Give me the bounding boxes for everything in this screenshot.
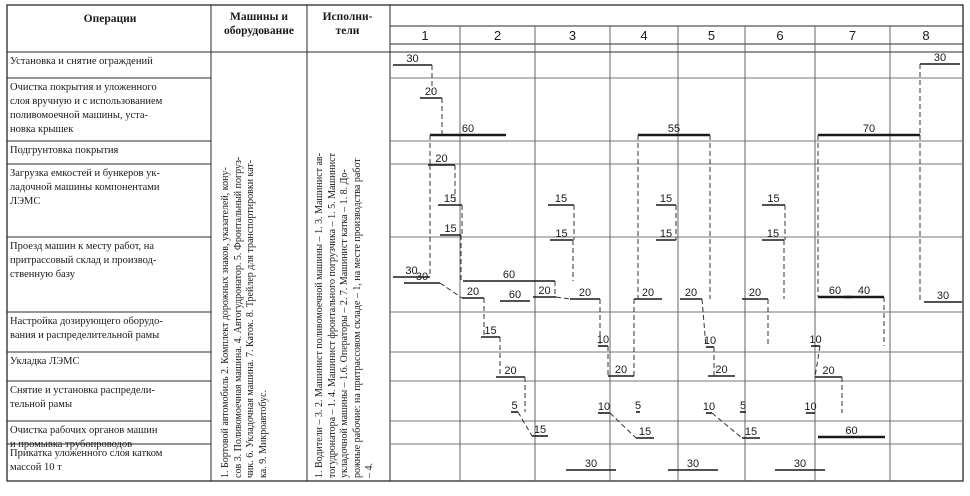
duration-label: 20 xyxy=(614,364,628,376)
executors-line: тогудронатора – 1. 4. Машинист фронтального погрузчика – 1. 5. Машинист xyxy=(326,153,338,478)
duration-label: 30 xyxy=(793,458,807,470)
duration-label: 15 xyxy=(744,426,758,438)
executors-line: рожные рабочие: на притрассовом складе – 1, на месте производства работ xyxy=(351,158,363,478)
machines-list xyxy=(220,58,270,478)
operation-label-line: притрассовый склад и производ- xyxy=(10,255,157,266)
dependency-link xyxy=(610,413,636,438)
operation-label-line: Укладка ЛЭМС xyxy=(10,356,80,367)
duration-label: 60 xyxy=(508,289,522,301)
operation-row xyxy=(10,55,210,69)
operation-label-line: массой 10 т xyxy=(10,462,62,473)
operation-label-line: новка крышек xyxy=(10,124,74,135)
executors-header-line2: тели xyxy=(335,25,360,37)
duration-label: 20 xyxy=(578,287,592,299)
operation-label-line: поливомоечной машины, уста- xyxy=(10,110,148,121)
operation-row xyxy=(10,315,210,343)
duration-label: 20 xyxy=(748,287,762,299)
hour-label: 6 xyxy=(776,28,784,43)
duration-label: 20 xyxy=(715,364,728,376)
machines-line: чик. 6. Укладочная машина. 7. Каток. 8. Трейлер для транспортировки кат- xyxy=(245,159,256,478)
duration-label: 20 xyxy=(538,285,551,297)
operation-label-line: Установка и снятие ограждений xyxy=(10,56,153,67)
duration-label: 20 xyxy=(822,365,835,377)
duration-label: 10 xyxy=(702,401,716,413)
operation-label-line: Прикатка уложенного слоя катком xyxy=(10,448,163,459)
duration-label: 5 xyxy=(739,400,747,412)
operation-label-line: Настройка дозирующего оборудо- xyxy=(10,316,163,327)
operation-label-line: Загрузка емкостей и бункеров ук- xyxy=(10,168,160,179)
executors-header xyxy=(310,10,385,38)
hour-label: 8 xyxy=(922,28,930,43)
duration-label: 30 xyxy=(686,458,700,470)
duration-label: 60 xyxy=(461,123,475,135)
duration-label: 15 xyxy=(766,228,780,240)
dependency-link xyxy=(440,283,462,298)
duration-label: 15 xyxy=(444,223,457,235)
operation-label-line: Подгрунтовка покрытия xyxy=(10,145,119,156)
duration-label: 10 xyxy=(703,335,717,347)
duration-label: 15 xyxy=(555,228,568,240)
duration-label: 40 xyxy=(857,285,871,297)
operation-label-line: вания и распределительной рамы xyxy=(10,330,160,341)
executors-header-line1: Исполни- xyxy=(322,11,373,23)
duration-label: 15 xyxy=(443,193,457,205)
executors-line: – 4. xyxy=(364,463,375,478)
operation-label-line: ЛЭМС xyxy=(10,196,41,207)
duration-label: 30 xyxy=(406,53,419,65)
duration-label: 15 xyxy=(638,426,652,438)
operation-label-line: Проезд машин к месту работ, на xyxy=(10,241,155,252)
duration-label: 15 xyxy=(659,193,673,205)
duration-label: 10 xyxy=(596,334,610,346)
duration-label: 15 xyxy=(484,325,497,337)
machines-line: 1. Бортовой автомобиль 2. Комплект дорожных знаков, указателей, кону- xyxy=(220,167,231,478)
duration-label: 10 xyxy=(597,401,611,413)
machines-line: сов 3. Поливомоечная машина. 4. Автогудронатор. 5. Фронтальный погруз- xyxy=(232,156,244,478)
hour-label: 3 xyxy=(568,28,577,43)
dependency-link xyxy=(712,413,742,438)
operation-label-line: Очистка рабочих органов машин xyxy=(10,425,158,436)
duration-label: 10 xyxy=(804,401,817,413)
duration-label: 60 xyxy=(845,425,858,437)
duration-label: 30 xyxy=(405,265,418,277)
duration-label: 30 xyxy=(936,290,950,302)
operation-row xyxy=(10,355,210,369)
executors-line: укладочной машины – 1.6. Операторы – 2. 7. Машинист катка – 1. 8. До- xyxy=(339,169,350,478)
dependency-link xyxy=(556,297,570,299)
dependency-link xyxy=(815,346,820,377)
executors-line: 1. Водители – 3. 2. Машинист поливомоечной машины – 1. 3. Машинист ав- xyxy=(314,153,325,478)
operation-row xyxy=(10,167,210,209)
operation-label-line: ладочной машины компонентами xyxy=(10,182,160,193)
hour-label: 2 xyxy=(493,28,502,43)
machines-header xyxy=(213,10,305,38)
duration-label: 20 xyxy=(424,86,438,98)
duration-label: 60 xyxy=(502,269,516,281)
operation-row xyxy=(10,144,210,158)
hour-label: 5 xyxy=(707,28,716,43)
operation-label-line: тельной рамы xyxy=(10,399,73,410)
hour-label: 7 xyxy=(848,28,857,43)
duration-label: 30 xyxy=(415,271,429,283)
operation-row xyxy=(10,447,210,475)
duration-label: 5 xyxy=(634,400,642,412)
duration-label: 30 xyxy=(584,458,598,470)
hour-label: 4 xyxy=(640,28,648,43)
duration-label: 20 xyxy=(641,287,655,299)
duration-label: 20 xyxy=(435,153,448,165)
operation-label-line: Снятие и установка распредели- xyxy=(10,385,155,396)
executors-list xyxy=(314,58,377,478)
dependency-link xyxy=(518,412,532,436)
duration-label: 20 xyxy=(466,286,480,298)
operation-label-line: и промывка трубопроводов xyxy=(10,439,133,450)
duration-label: 10 xyxy=(809,334,822,346)
duration-label: 15 xyxy=(659,228,673,240)
duration-label: 20 xyxy=(684,287,698,299)
operation-row xyxy=(10,384,210,412)
duration-label: 30 xyxy=(933,52,947,64)
duration-label: 15 xyxy=(767,193,780,205)
duration-label: 15 xyxy=(554,193,568,205)
duration-label: 15 xyxy=(533,424,547,436)
operations-header: Операции xyxy=(83,13,137,25)
operation-row xyxy=(10,240,210,282)
operation-label-line: слоя вручную и с использованием xyxy=(10,96,163,107)
operation-label-line: ственную базу xyxy=(10,269,75,280)
machines-line: ка. 9. Микроавтобус. xyxy=(257,389,269,478)
operation-row xyxy=(10,81,210,137)
hour-label: 1 xyxy=(421,28,429,43)
duration-label: 55 xyxy=(667,123,681,135)
operation-label-line: Очистка покрытия и уложенного xyxy=(10,82,157,93)
duration-label: 20 xyxy=(504,365,517,377)
duration-label: 70 xyxy=(862,123,876,135)
duration-label: 60 xyxy=(828,285,842,297)
machines-header-line1: Машины и xyxy=(229,11,289,23)
duration-label: 5 xyxy=(511,400,518,412)
machines-header-line2: оборудование xyxy=(224,25,294,37)
